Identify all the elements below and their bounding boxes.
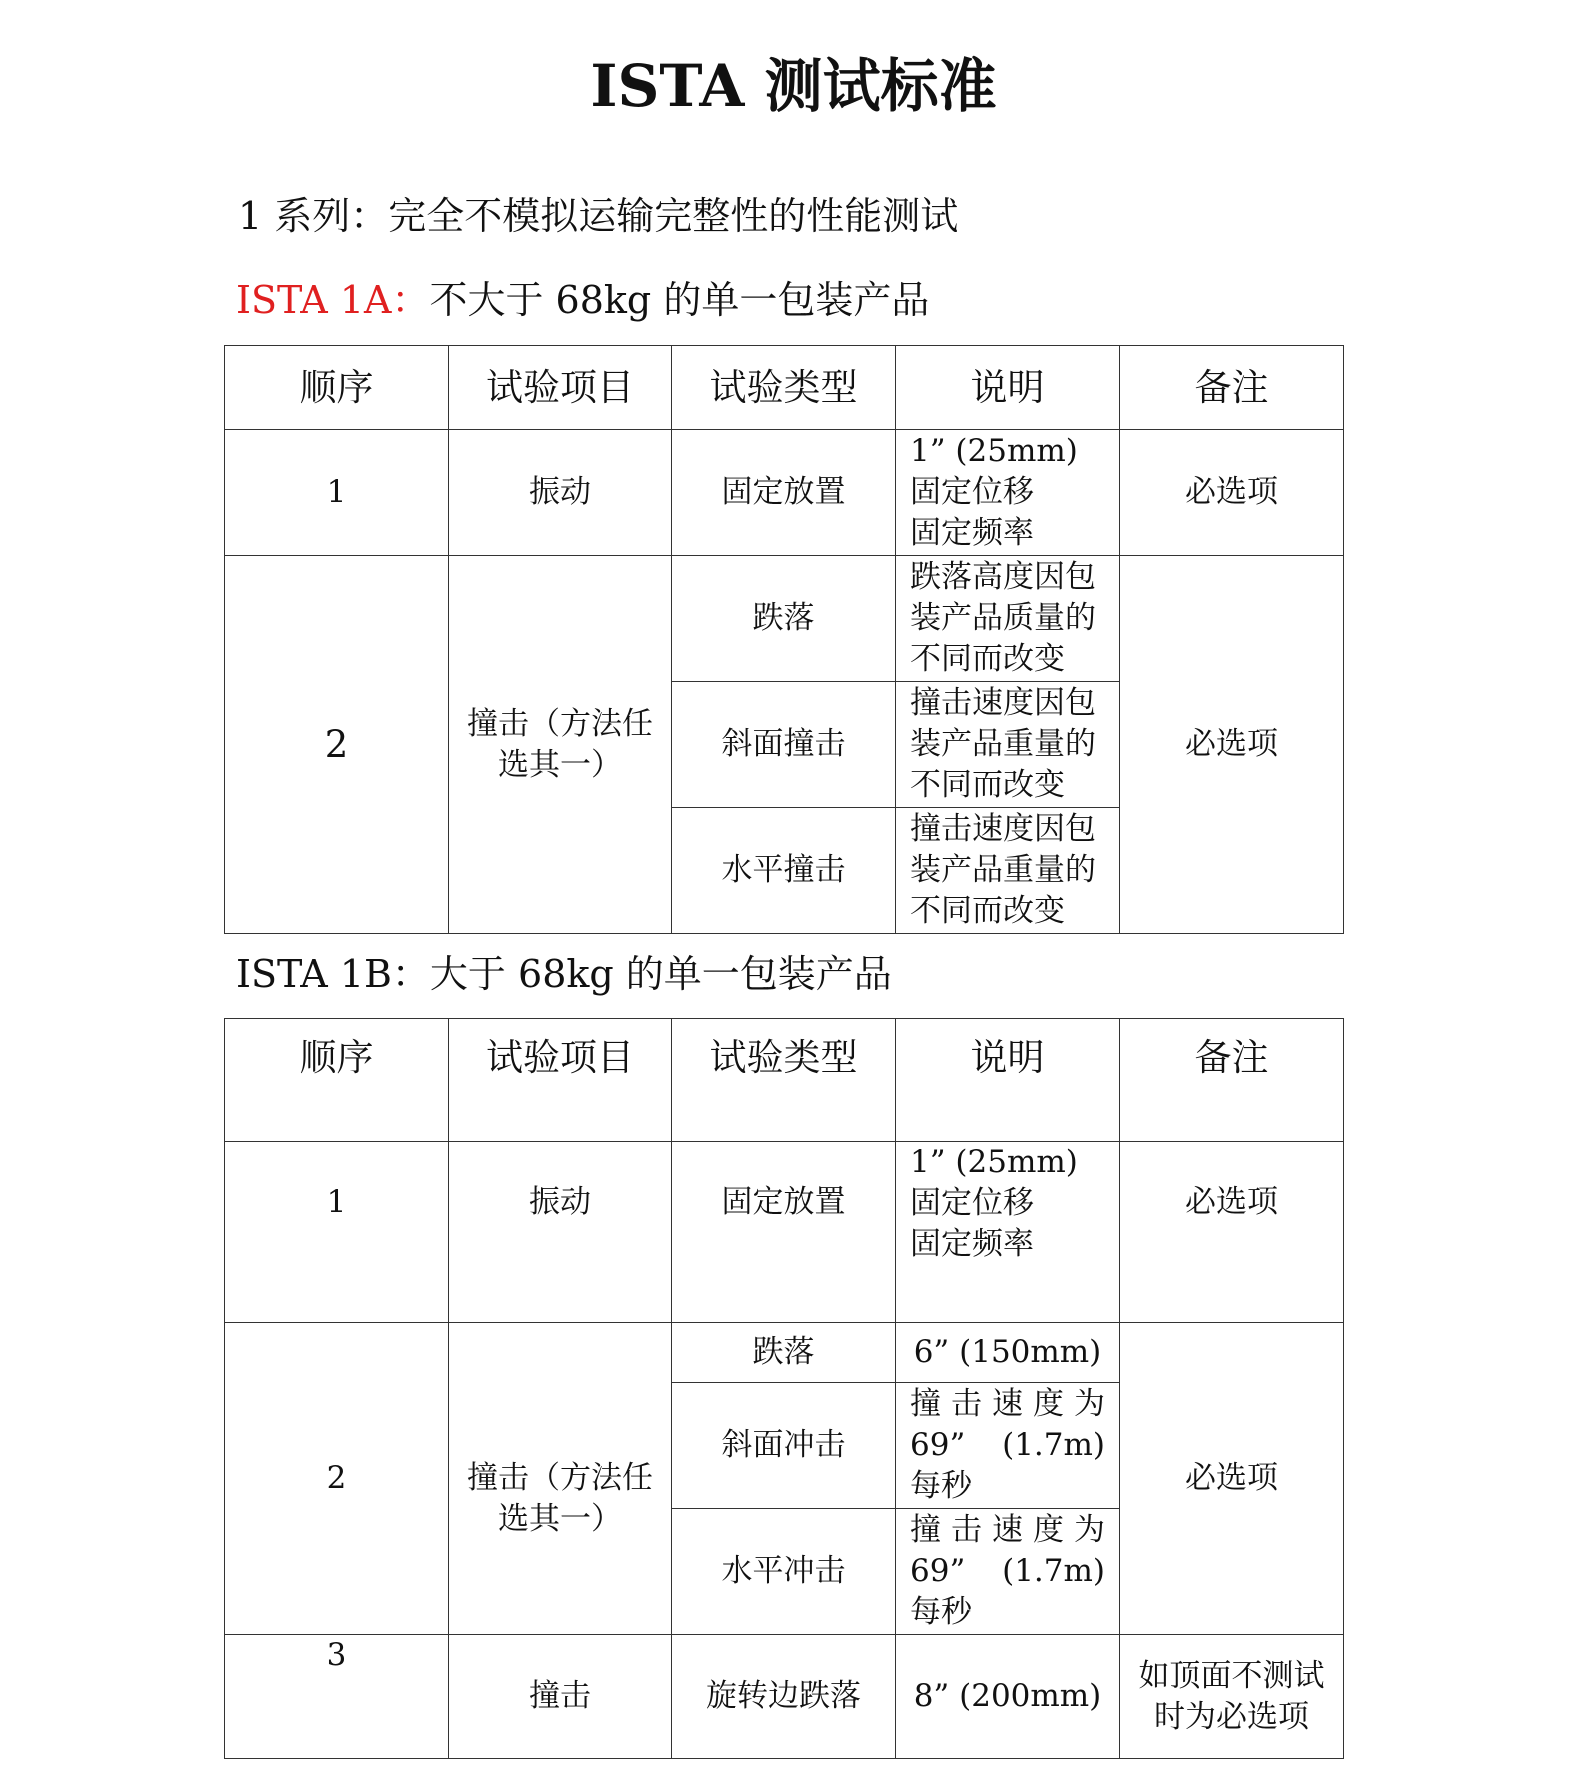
item-cell [449,556,672,934]
seq-cell: 3 [225,1635,449,1759]
header-cell: 试验类型 [672,1019,896,1142]
desc-line: 不同而改变 [910,641,1065,677]
type-cell: 水平冲击 [672,1509,896,1635]
seq-cell: 2 [225,556,449,934]
header-cell: 说明 [896,1019,1120,1142]
item-line: 撞击（方法任 [467,1459,653,1496]
header-cell: 顺序 [225,346,449,430]
header-cell: 备注 [1120,1019,1344,1142]
seq-cell: 1 [225,1142,449,1323]
desc-line: 固定频率 [910,515,1034,551]
seq-cell: 2 [225,1323,449,1635]
type-cell: 固定放置 [672,1142,896,1323]
page-title: ISTA 测试标准 [590,52,997,120]
item-cell: 振动 [449,1142,672,1323]
seq-cell: 1 [225,430,449,556]
desc-line: 装产品重量的 [910,726,1096,762]
type-cell: 斜面撞击 [672,682,896,808]
table-row [225,556,1344,682]
desc-line: 固定位移 [910,1185,1034,1221]
item-line: 选其一） [498,1500,622,1537]
type-cell: 跌落 [672,1323,896,1383]
ista-1b-heading: ISTA 1B：大于 68kg 的单一包装产品 [236,952,892,996]
desc-line: 跌落高度因包 [910,559,1096,595]
table-row [225,1635,1344,1759]
desc-cell [896,1142,1120,1323]
desc-line: 装产品重量的 [910,852,1096,888]
desc-line: 1” (25mm) [910,1144,1078,1180]
header-cell: 试验项目 [449,346,672,430]
table-row [225,1142,1344,1323]
desc-line: 1” (25mm) [910,433,1078,469]
item-line: 撞击（方法任 [467,705,653,742]
ista-1a-table [224,345,1344,934]
table-header-row [225,1019,1344,1142]
table-row [225,1323,1344,1383]
desc-line: 不同而改变 [910,893,1065,929]
type-cell: 旋转边跌落 [672,1635,896,1759]
header-cell: 顺序 [225,1019,449,1142]
desc-cell [896,556,1120,682]
header-cell: 说明 [896,346,1120,430]
table-row [225,430,1344,556]
note-cell: 必选项 [1120,1323,1344,1635]
desc-cell: 撞 击 速 度 为 69” (1.7m) 每秒 [896,1383,1120,1509]
item-cell [449,1323,672,1635]
type-cell: 跌落 [672,556,896,682]
type-cell: 水平撞击 [672,808,896,934]
item-cell: 振动 [449,430,672,556]
ista-1b-table [224,1018,1344,1759]
item-cell: 撞击 [449,1635,672,1759]
desc-line: 撞击速度因包 [910,685,1096,721]
desc-cell [896,808,1120,934]
table-header-row [225,346,1344,430]
note-cell [1120,1635,1344,1759]
header-cell: 试验类型 [672,346,896,430]
note-line: 如顶面不测试 [1138,1657,1325,1694]
item-line: 选其一） [498,746,622,783]
header-cell: 备注 [1120,346,1344,430]
ista-1a-heading [236,272,929,328]
desc-line: 装产品质量的 [910,600,1096,636]
type-cell: 斜面冲击 [672,1383,896,1509]
note-cell: 必选项 [1120,1142,1344,1323]
note-line: 时为必选项 [1154,1698,1309,1735]
desc-line: 固定频率 [910,1226,1034,1262]
section-heading: 1 系列：完全不模拟运输完整性的性能测试 [238,194,959,238]
note-cell: 必选项 [1120,556,1344,934]
header-cell: 试验项目 [449,1019,672,1142]
desc-line: 固定位移 [910,474,1034,510]
ista-1a-desc: 不大于 68kg 的单一包装产品 [429,278,930,322]
note-cell: 必选项 [1120,430,1344,556]
desc-line: 撞击速度因包 [910,811,1096,847]
ista-1a-code: ISTA 1A： [236,278,430,322]
desc-cell [896,430,1120,556]
type-cell: 固定放置 [672,430,896,556]
desc-cell: 6” (150mm) [896,1323,1120,1383]
desc-cell [896,682,1120,808]
desc-cell: 8” (200mm) [896,1635,1120,1759]
desc-cell: 撞 击 速 度 为 69” (1.7m) 每秒 [896,1509,1120,1635]
desc-line: 不同而改变 [910,767,1065,803]
